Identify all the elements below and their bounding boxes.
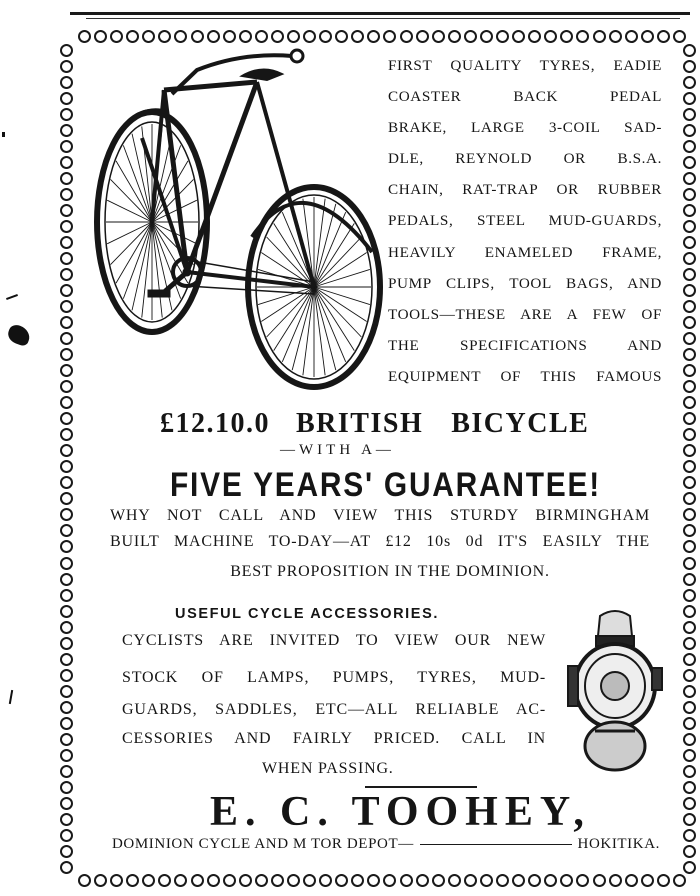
price: £12.10.0 — [160, 408, 270, 439]
chain-ring-icon — [60, 765, 73, 778]
chain-ring-icon — [657, 874, 670, 887]
chain-ring-icon — [191, 874, 204, 887]
chain-ring-icon — [60, 621, 73, 634]
why-line-3: BEST PROPOSITION IN THE DOMINION. — [230, 563, 550, 580]
chain-ring-icon — [576, 30, 589, 43]
chain-ring-icon — [464, 30, 477, 43]
chain-ring-icon — [683, 589, 696, 602]
accessories-line-1: CYCLISTS ARE INVITED TO VIEW OUR NEW — [122, 632, 546, 649]
chain-ring-icon — [60, 140, 73, 153]
chain-ring-icon — [683, 412, 696, 425]
chain-ring-icon — [683, 717, 696, 730]
merchant-name: E. C. TOOHEY, — [210, 789, 591, 835]
chain-ring-icon — [60, 557, 73, 570]
chain-border-left — [58, 44, 74, 874]
chain-ring-icon — [60, 412, 73, 425]
chain-ring-icon — [239, 874, 252, 887]
chain-ring-icon — [448, 874, 461, 887]
chain-ring-icon — [528, 30, 541, 43]
chain-ring-icon — [126, 874, 139, 887]
with-line: —WITH A— — [280, 442, 395, 458]
chain-ring-icon — [641, 874, 654, 887]
chain-ring-icon — [683, 476, 696, 489]
spec-line: THE SPECIFICATIONS AND — [388, 336, 662, 354]
chain-ring-icon — [400, 30, 413, 43]
chain-ring-icon — [110, 874, 123, 887]
chain-ring-icon — [683, 204, 696, 217]
town-name: HOKITIKA. — [577, 836, 660, 852]
chain-ring-icon — [60, 476, 73, 489]
top-rule-thin — [86, 18, 680, 19]
chain-ring-icon — [683, 524, 696, 537]
chain-ring-icon — [683, 508, 696, 521]
chain-ring-icon — [60, 348, 73, 361]
chain-ring-icon — [683, 813, 696, 826]
why-line-1: WHY NOT CALL AND VIEW THIS STURDY BIRMINGHAM — [110, 507, 650, 524]
chain-ring-icon — [609, 874, 622, 887]
chain-ring-icon — [60, 188, 73, 201]
chain-ring-icon — [60, 637, 73, 650]
depot-name: DOMINION CYCLE AND M TOR DEPOT— — [112, 836, 414, 852]
chain-ring-icon — [60, 252, 73, 265]
chain-ring-icon — [60, 300, 73, 313]
chain-ring-icon — [683, 268, 696, 281]
accessories-line-2: STOCK OF LAMPS, PUMPS, TYRES, MUD- — [122, 669, 546, 686]
chain-ring-icon — [625, 874, 638, 887]
chain-ring-icon — [683, 236, 696, 249]
chain-ring-icon — [60, 92, 73, 105]
chain-ring-icon — [464, 874, 477, 887]
accessories-line-4: CESSORIES AND FAIRLY PRICED. CALL IN — [122, 730, 546, 747]
chain-ring-icon — [683, 60, 696, 73]
chain-ring-icon — [60, 717, 73, 730]
spec-line: PEDALS, STEEL MUD-GUARDS, — [388, 212, 662, 230]
chain-ring-icon — [60, 380, 73, 393]
chain-ring-icon — [683, 685, 696, 698]
wheel-spoke — [314, 287, 354, 351]
chain-ring-icon — [683, 188, 696, 201]
chain-ring-icon — [60, 685, 73, 698]
chain-ring-icon — [683, 781, 696, 794]
chain-ring-icon — [683, 861, 696, 874]
chain-ring-icon — [60, 781, 73, 794]
chain-ring-icon — [60, 701, 73, 714]
chain-ring-icon — [303, 874, 316, 887]
chain-ring-icon — [60, 845, 73, 858]
chain-ring-icon — [60, 460, 73, 473]
chain-ring-icon — [60, 268, 73, 281]
chain-ring-icon — [683, 364, 696, 377]
chain-ring-icon — [683, 108, 696, 121]
chain-ring-icon — [60, 813, 73, 826]
chain-ring-icon — [683, 653, 696, 666]
chain-ring-icon — [448, 30, 461, 43]
chain-ring-icon — [683, 573, 696, 586]
spec-line: DLE, REYNOLD OR B.S.A. — [388, 150, 662, 168]
chain-ring-icon — [60, 156, 73, 169]
chain-ring-icon — [544, 30, 557, 43]
chain-ring-icon — [60, 540, 73, 553]
chain-ring-icon — [94, 874, 107, 887]
spec-line: BRAKE, LARGE 3-COIL SAD- — [388, 119, 662, 137]
chain-ring-icon — [60, 284, 73, 297]
chain-ring-icon — [142, 874, 155, 887]
chain-ring-icon — [496, 874, 509, 887]
guarantee-heading: FIVE YEARS' GUARANTEE! — [170, 466, 601, 504]
chain-ring-icon — [335, 874, 348, 887]
chain-ring-icon — [560, 874, 573, 887]
wheel-spoke — [111, 179, 152, 222]
chain-border-bottom — [78, 874, 686, 890]
chain-ring-icon — [683, 300, 696, 313]
wheel-spoke — [274, 223, 314, 287]
chain-ring-icon — [683, 380, 696, 393]
chain-ring-icon — [60, 508, 73, 521]
ink-speck — [2, 132, 5, 137]
chain-ring-icon — [223, 874, 236, 887]
chain-ring-icon — [625, 30, 638, 43]
headline — [160, 408, 620, 440]
chain-ring-icon — [60, 396, 73, 409]
chain-ring-icon — [416, 30, 429, 43]
chain-ring-icon — [560, 30, 573, 43]
chain-ring-icon — [683, 252, 696, 265]
chain-ring-icon — [60, 589, 73, 602]
chain-ring-icon — [60, 492, 73, 505]
chain-ring-icon — [271, 874, 284, 887]
headline-word-british: BRITISH — [296, 408, 424, 439]
chain-ring-icon — [576, 874, 589, 887]
chain-ring-icon — [480, 30, 493, 43]
accessories-line-5: WHEN PASSING. — [262, 760, 394, 777]
chain-ring-icon — [480, 874, 493, 887]
chain-ring-icon — [683, 140, 696, 153]
chain-ring-icon — [60, 605, 73, 618]
chain-ring-icon — [60, 60, 73, 73]
chain-ring-icon — [60, 220, 73, 233]
chain-ring-icon — [78, 874, 91, 887]
chain-ring-icon — [683, 765, 696, 778]
spec-line: CHAIN, RAT-TRAP OR RUBBER — [388, 181, 662, 199]
chain-ring-icon — [319, 874, 332, 887]
chain-ring-icon — [207, 874, 220, 887]
chain-ring-icon — [683, 845, 696, 858]
spec-line: COASTER BACK PEDAL — [388, 88, 662, 106]
chain-ring-icon — [60, 76, 73, 89]
chain-ring-icon — [683, 829, 696, 842]
cycle-lamp-illustration-icon — [560, 606, 670, 776]
chain-ring-icon — [673, 30, 686, 43]
chain-ring-icon — [60, 236, 73, 249]
chain-ring-icon — [683, 492, 696, 505]
depot-line — [112, 836, 660, 853]
chain-ring-icon — [60, 524, 73, 537]
chain-ring-icon — [60, 829, 73, 842]
chain-ring-icon — [683, 669, 696, 682]
spec-line: FIRST QUALITY TYRES, EADIE — [388, 57, 662, 74]
chain-ring-icon — [683, 733, 696, 746]
why-line-2: BUILT MACHINE TO-DAY—AT £12 10s 0d IT'S EASILY THE — [110, 533, 650, 550]
chain-ring-icon — [351, 874, 364, 887]
chain-ring-icon — [683, 284, 696, 297]
chain-ring-icon — [683, 172, 696, 185]
chain-ring-icon — [512, 874, 525, 887]
chain-ring-icon — [512, 30, 525, 43]
chain-ring-icon — [60, 204, 73, 217]
chain-ring-icon — [383, 874, 396, 887]
chain-ring-icon — [683, 396, 696, 409]
chain-ring-icon — [60, 316, 73, 329]
chain-ring-icon — [683, 637, 696, 650]
chain-ring-icon — [683, 701, 696, 714]
chain-ring-icon — [367, 874, 380, 887]
spec-line: HEAVILY ENAMELED FRAME, — [388, 243, 662, 261]
chain-ring-icon — [593, 874, 606, 887]
chain-ring-icon — [683, 92, 696, 105]
wheel-spoke — [274, 287, 314, 351]
spec-line: PUMP CLIPS, TOOL BAGS, AND — [388, 274, 662, 292]
chain-ring-icon — [609, 30, 622, 43]
specifications-text — [388, 50, 662, 392]
chain-ring-icon — [683, 428, 696, 441]
chain-ring-icon — [60, 733, 73, 746]
chain-ring-icon — [683, 348, 696, 361]
chain-ring-icon — [60, 428, 73, 441]
chain-ring-icon — [683, 557, 696, 570]
leader-rule — [420, 844, 572, 846]
chain-ring-icon — [60, 172, 73, 185]
accessories-line-3: GUARDS, SADDLES, ETC—ALL RELIABLE AC- — [122, 701, 546, 718]
spec-line: EQUIPMENT OF THIS FAMOUS — [388, 367, 662, 385]
chain-ring-icon — [78, 30, 91, 43]
chain-ring-icon — [60, 573, 73, 586]
chain-ring-icon — [60, 364, 73, 377]
chain-ring-icon — [60, 124, 73, 137]
chain-ring-icon — [255, 874, 268, 887]
chain-ring-icon — [287, 874, 300, 887]
chain-ring-icon — [60, 653, 73, 666]
chain-ring-icon — [683, 332, 696, 345]
wheel-spoke — [314, 223, 354, 287]
chain-ring-icon — [60, 669, 73, 682]
chain-ring-icon — [683, 797, 696, 810]
chain-ring-icon — [174, 874, 187, 887]
chain-ring-icon — [683, 444, 696, 457]
chain-ring-icon — [683, 605, 696, 618]
chain-ring-icon — [60, 332, 73, 345]
chain-ring-icon — [593, 30, 606, 43]
chain-ring-icon — [158, 874, 171, 887]
chain-ring-icon — [60, 861, 73, 874]
chain-ring-icon — [683, 44, 696, 57]
chain-ring-icon — [544, 874, 557, 887]
chain-ring-icon — [683, 76, 696, 89]
chain-ring-icon — [641, 30, 654, 43]
chain-ring-icon — [683, 460, 696, 473]
chain-ring-icon — [432, 874, 445, 887]
chain-ring-icon — [673, 874, 686, 887]
chain-ring-icon — [60, 44, 73, 57]
chain-ring-icon — [683, 220, 696, 233]
bicycle-illustration-icon — [92, 42, 387, 392]
top-rule — [70, 12, 690, 15]
chain-ring-icon — [683, 540, 696, 553]
chain-border-right — [681, 44, 697, 874]
wheel-spoke — [111, 222, 152, 265]
chain-ring-icon — [400, 874, 413, 887]
chain-ring-icon — [683, 749, 696, 762]
ink-speck — [9, 690, 13, 704]
chain-ring-icon — [60, 444, 73, 457]
chain-ring-icon — [683, 124, 696, 137]
chain-ring-icon — [657, 30, 670, 43]
chain-ring-icon — [432, 30, 445, 43]
chain-ring-icon — [496, 30, 509, 43]
accessories-heading: USEFUL CYCLE ACCESSORIES. — [175, 606, 439, 622]
chain-ring-icon — [60, 108, 73, 121]
chain-ring-icon — [60, 797, 73, 810]
ink-blot — [6, 323, 33, 347]
chain-ring-icon — [683, 621, 696, 634]
chain-ring-icon — [416, 874, 429, 887]
chain-ring-icon — [528, 874, 541, 887]
chain-ring-icon — [683, 156, 696, 169]
ink-speck — [6, 294, 18, 300]
headline-word-bicycle: BICYCLE — [451, 408, 590, 439]
chain-ring-icon — [683, 316, 696, 329]
spec-line: TOOLS—THESE ARE A FEW OF — [388, 305, 662, 323]
chain-ring-icon — [60, 749, 73, 762]
